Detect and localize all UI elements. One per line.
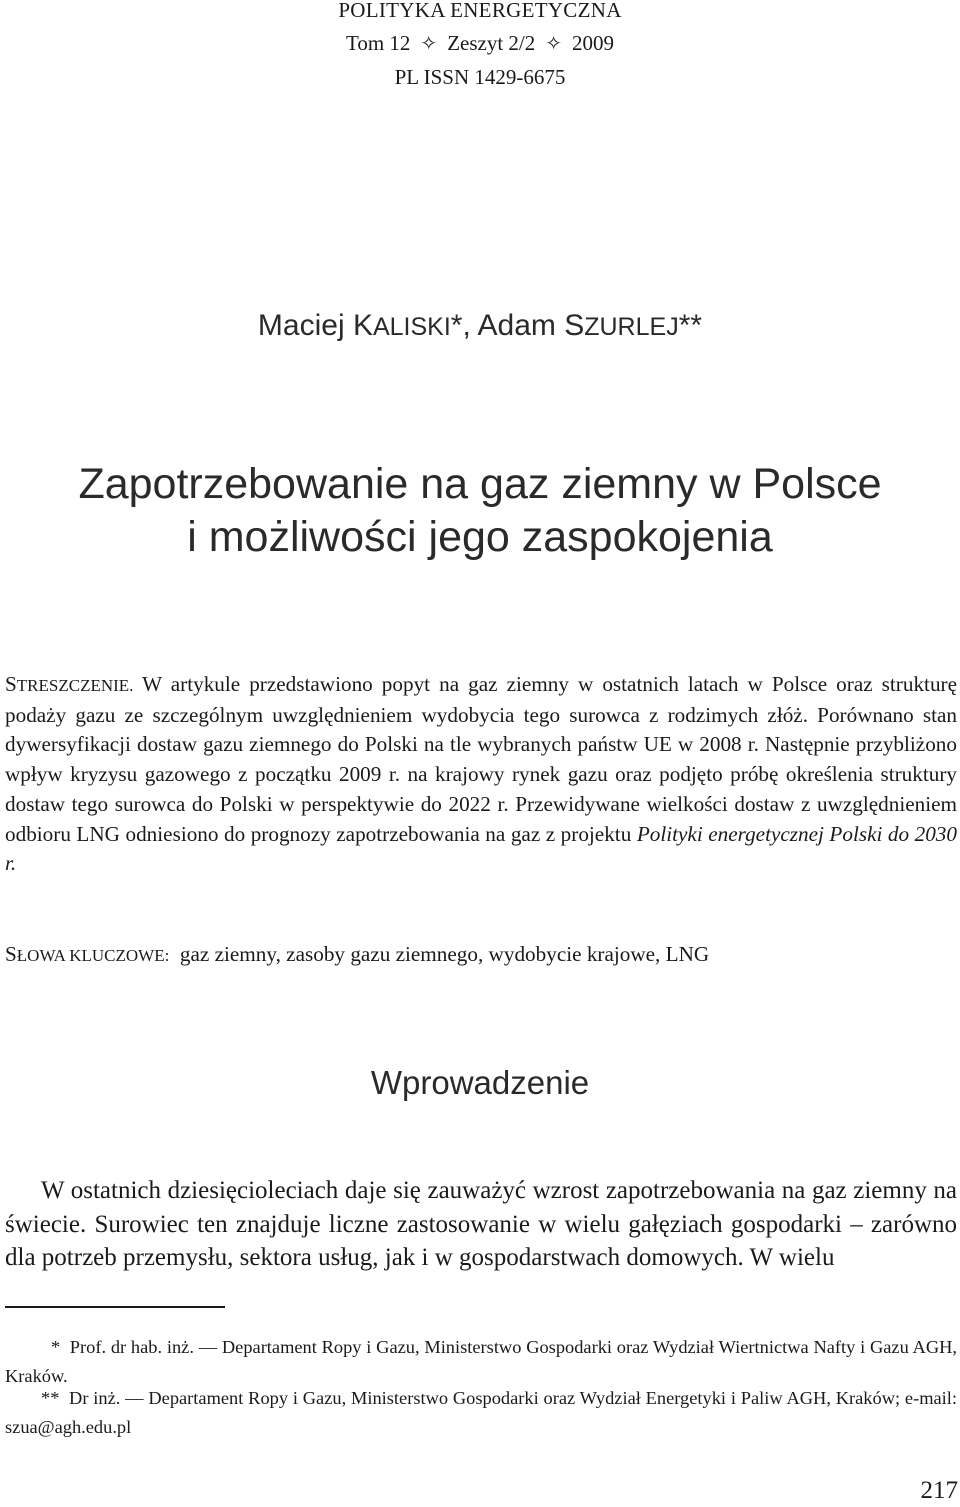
title-line-2: i możliwości jego zaspokojenia <box>187 513 773 561</box>
keywords <box>5 939 957 971</box>
footnote-2-text: Dr inż. — Departament Ropy i Gazu, Ministerstwo Gospodarki oraz Wydział Energetyki i Paliw AGH, Kraków; e-mail: szua@agh.edu.pl <box>5 1388 957 1437</box>
footnote-2 <box>5 1384 957 1441</box>
footnote-1-mark: * <box>51 1337 61 1357</box>
issue: Zeszyt 2/2 <box>447 31 536 55</box>
author-1-last-rest: ALISKI <box>372 313 451 341</box>
footnote-rule <box>5 1306 225 1308</box>
author-2-first: Adam <box>477 309 565 342</box>
author-2-mark: ** <box>678 309 703 342</box>
body-paragraph <box>5 1174 957 1275</box>
keywords-label-rest: ŁOWA KLUCZOWE: <box>16 946 170 965</box>
abstract <box>5 670 957 879</box>
journal-name: POLITYKA ENERGETYCZNA <box>338 0 622 22</box>
author-1-last-initial: K <box>352 309 373 342</box>
section-heading: Wprowadzenie <box>370 1064 590 1101</box>
volume: Tom 12 <box>345 31 411 55</box>
title-line-1: Zapotrzebowanie na gaz ziemny w Polsce <box>78 460 882 508</box>
issn: PL ISSN 1429-6675 <box>394 65 566 89</box>
journal-volume-line <box>0 31 960 56</box>
abstract-label-initial: S <box>5 672 17 696</box>
abstract-italic-reference: Polityki energetycznej Polski do 2030 r. <box>5 821 957 876</box>
author-2-last-rest: ZURLEJ <box>584 313 679 341</box>
author-1-mark: *, <box>450 309 478 342</box>
footnote-2-mark: ** <box>41 1388 60 1408</box>
keywords-label-initial: S <box>5 942 17 966</box>
page-number: 217 <box>920 1477 958 1504</box>
author-1-first: Maciej <box>257 309 353 342</box>
abstract-label-rest: TRESZCZENIE. <box>16 676 134 695</box>
abstract-text: W artykule przedstawiono popyt na gaz ziemny w ostatnich latach w Polsce oraz strukturę podaży gazu ze szczególnym uwzględnieniem wydobycia tego surowca z rodzimych złóż. Porównano stan dywersyfikacji dostaw gazu ziemnego do Polski na tle wybranych państw UE w 2008 r. Następnie przybliżono wpływ kryzysu gazowego z początku 2009 r. na krajowy rynek gazu oraz podjęto próbę określenia struktury dostaw tego surowca do Polski w perspektywie do 2022 r. Przewidywane wielkości dostaw z uwzględnieniem odbioru LNG odniesiono do prognozy zapotrzebowania na gaz z projektu <box>5 672 957 846</box>
year: 2009 <box>572 31 615 55</box>
body-paragraph-text: W ostatnich dziesięcioleciach daje się zauważyć wzrost zapotrzebowania na gaz ziemny na świecie. Surowiec ten znajduje liczne zastosowanie w wielu gałęziach gospodarki – zarówno dla potrzeb przemysłu, sektora usług, jak i w gospodarstwach domowych. W wielu <box>5 1177 957 1271</box>
author-2-last-initial: S <box>564 309 585 342</box>
diamond-separator-icon: ✧ <box>420 33 438 55</box>
footnote-1-text: Prof. dr hab. inż. — Departament Ropy i Gazu, Ministerstwo Gospodarki oraz Wydział Wiertnictwa Nafty i Gazu AGH, Kraków. <box>5 1337 957 1386</box>
paper-title <box>0 458 960 564</box>
footnote-1 <box>5 1333 957 1390</box>
diamond-separator-icon: ✧ <box>545 33 563 55</box>
keywords-text: gaz ziemny, zasoby gazu ziemnego, wydobycie krajowe, LNG <box>179 942 710 966</box>
authors <box>0 309 960 343</box>
